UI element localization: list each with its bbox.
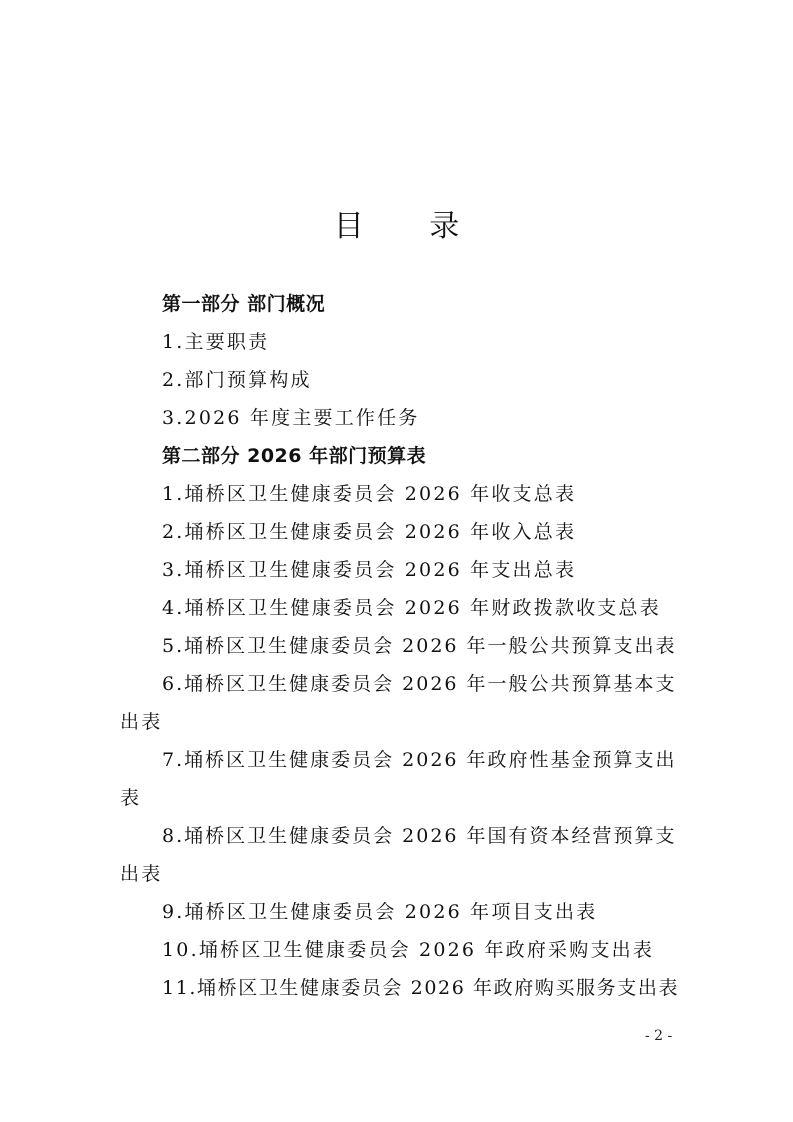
toc-item: 3.埇桥区卫生健康委员会 2026 年支出总表 — [162, 559, 577, 581]
toc-item: 2.部门预算构成 — [162, 369, 312, 391]
toc-item: 8.埇桥区卫生健康委员会 2026 年国有资本经营预算支 — [162, 825, 677, 847]
toc-item: 4.埇桥区卫生健康委员会 2026 年财政拨款收支总表 — [162, 597, 661, 619]
toc-item: 2.埇桥区卫生健康委员会 2026 年收入总表 — [162, 521, 577, 543]
toc-item: 3.2026 年度主要工作任务 — [162, 407, 420, 429]
toc-item: 6.埇桥区卫生健康委员会 2026 年一般公共预算基本支 — [162, 673, 677, 695]
toc-item: 7.埇桥区卫生健康委员会 2026 年政府性基金预算支出 — [162, 749, 677, 771]
toc-item: 11.埇桥区卫生健康委员会 2026 年政府购买服务支出表 — [162, 977, 680, 999]
toc-item-continuation: 出表 — [120, 711, 163, 733]
toc-item: 9.埇桥区卫生健康委员会 2026 年项目支出表 — [162, 901, 598, 923]
page-number: - 2 - — [645, 1028, 673, 1044]
toc-item: 1.主要职责 — [162, 331, 270, 353]
toc-item: 5.埇桥区卫生健康委员会 2026 年一般公共预算支出表 — [162, 635, 677, 657]
toc-item-continuation: 表 — [120, 787, 142, 809]
toc-part1-heading: 第一部分 部门概况 — [162, 293, 326, 315]
toc-item: 1.埇桥区卫生健康委员会 2026 年收支总表 — [162, 483, 577, 505]
toc-item: 10.埇桥区卫生健康委员会 2026 年政府采购支出表 — [162, 939, 655, 961]
page-title: 目 录 — [333, 209, 488, 244]
toc-item-continuation: 出表 — [120, 863, 163, 885]
toc-part2-heading: 第二部分 2026 年部门预算表 — [162, 445, 427, 467]
